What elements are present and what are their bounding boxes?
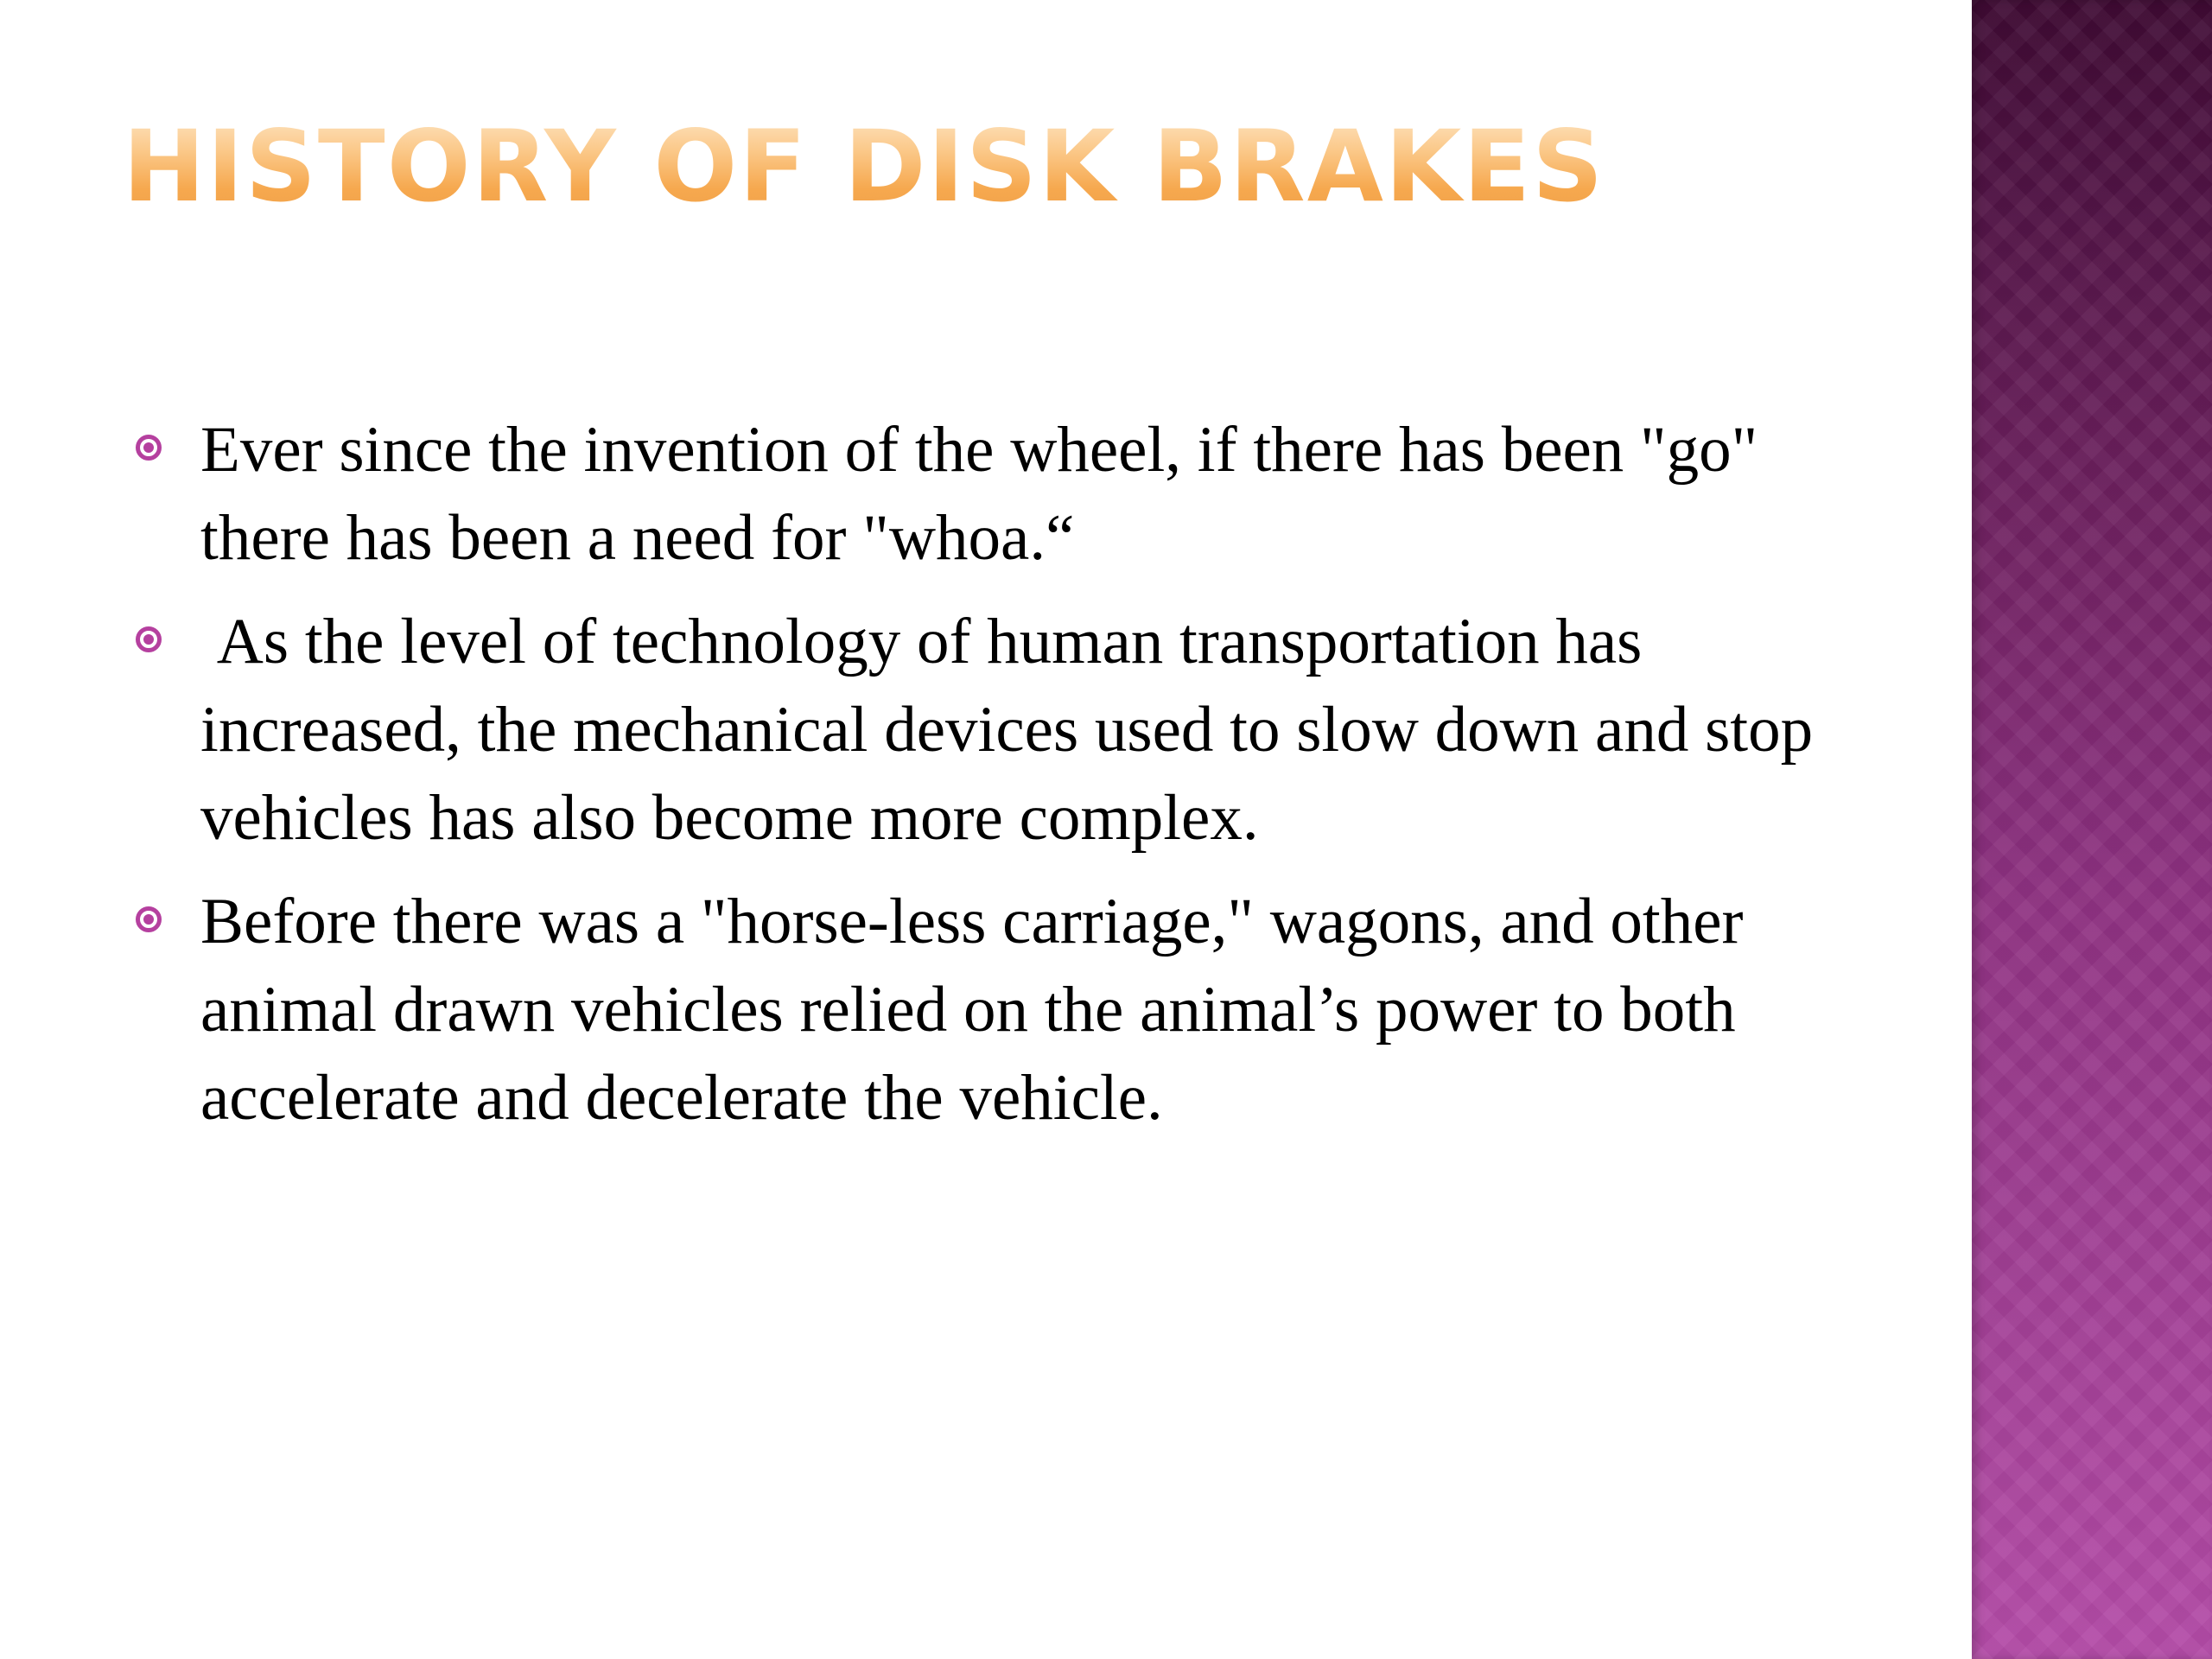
decorative-side-band: [1972, 0, 2212, 1659]
bullet-text: Ever since the invention of the wheel, if there has been "go" there has been a need for "whoa.“: [200, 414, 1758, 574]
circle-dot-bullet-icon: [136, 626, 162, 652]
circle-dot-bullet-icon: [136, 906, 162, 932]
slide-title: HISTORY OF DISK BRAKES: [123, 109, 1605, 224]
bullet-item: [130, 598, 1858, 862]
bullet-text: As the level of technology of human transportation has increased, the mechanical devices used to slow down and stop vehicles has also become more complex.: [200, 606, 1829, 854]
bullet-list: [130, 406, 1858, 1158]
bullet-item: [130, 406, 1858, 582]
bullet-text: Before there was a "horse-less carriage," wagons, and other animal drawn vehicles relied on the animal’s power to both accelerate and decelerate the vehicle.: [200, 886, 1744, 1134]
bullet-item: [130, 878, 1858, 1142]
circle-dot-bullet-icon: [136, 435, 162, 461]
